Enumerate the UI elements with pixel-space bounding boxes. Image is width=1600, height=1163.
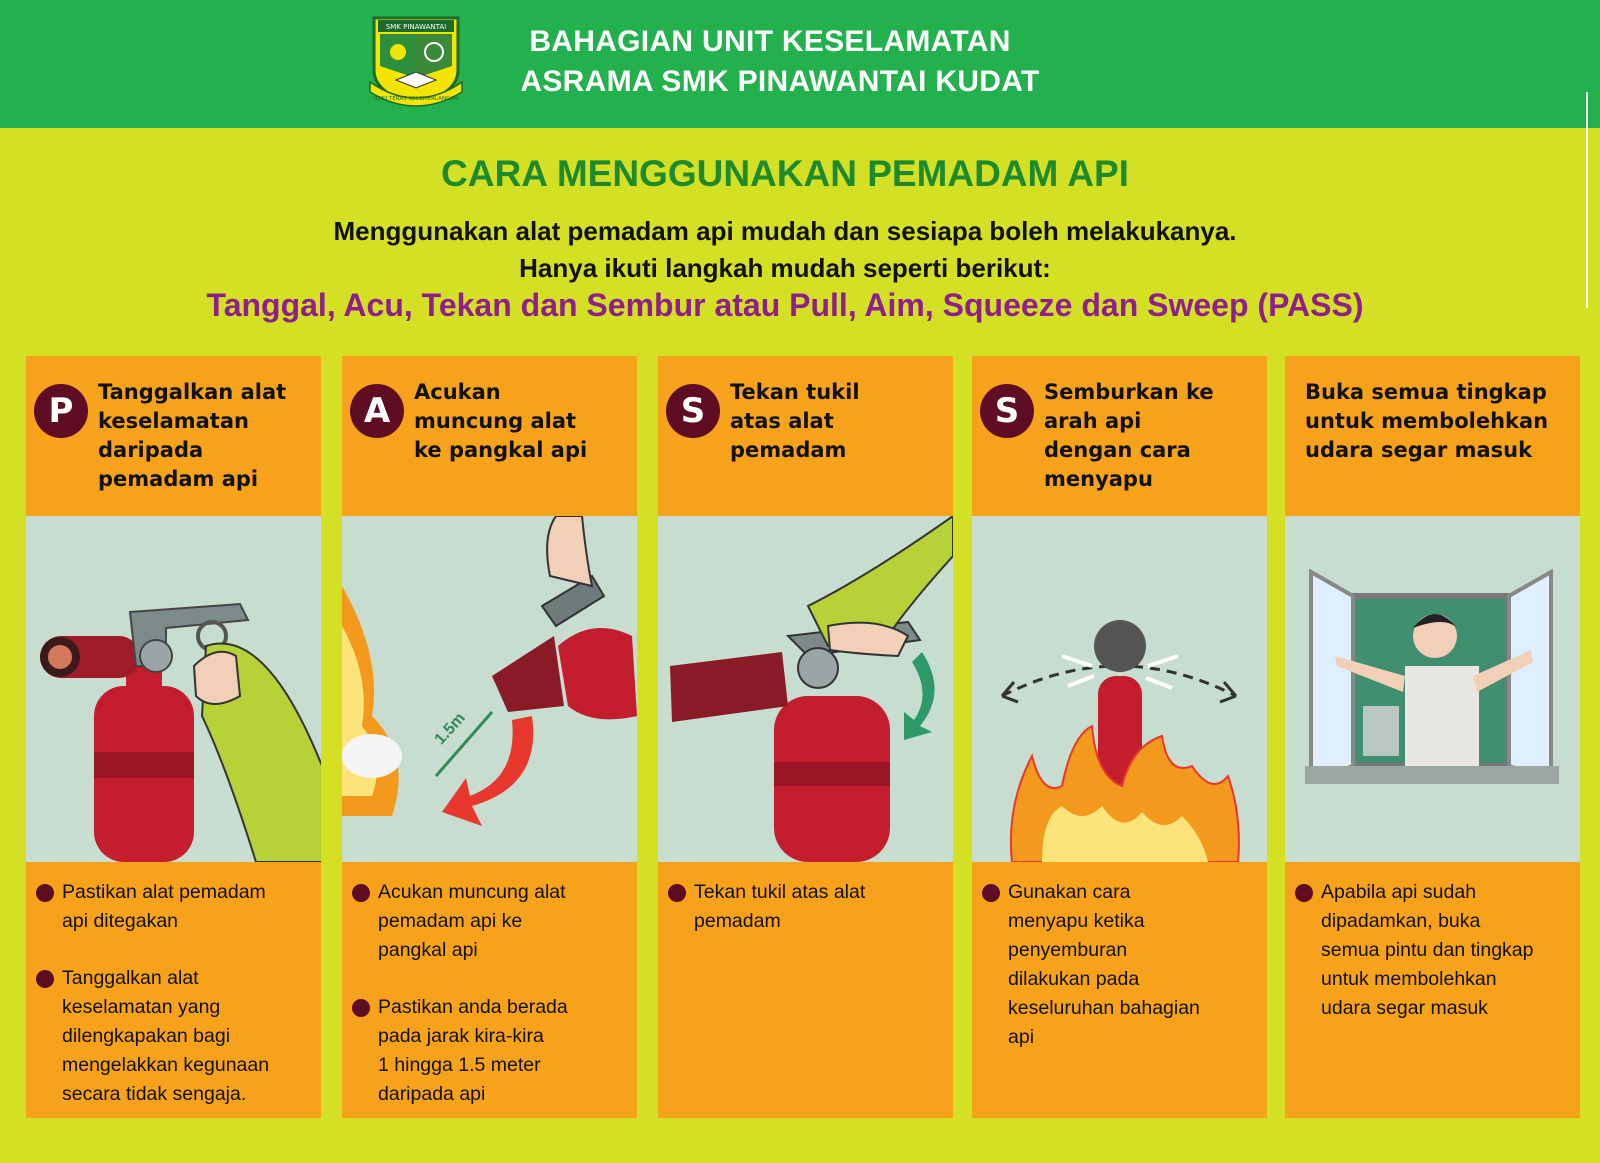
step-illustration <box>972 516 1267 862</box>
header-title-line1: BAHAGIAN UNIT KESELAMATAN <box>529 25 1011 58</box>
step-card-sweep <box>972 356 1267 1118</box>
bullet-item: Tekan tukil atas alat pemadam <box>668 878 950 936</box>
step-bullets <box>668 878 950 964</box>
step-letter-badge: S <box>980 384 1034 438</box>
step-header <box>342 356 637 516</box>
edge-divider <box>1586 92 1588 308</box>
page-title: CARA MENGGUNAKAN PEMADAM API <box>441 153 1129 194</box>
bullet-item: Apabila api sudah dipadamkan, buka semua pintu dan tingkap untuk membolehkan udara segar masuk <box>1295 878 1577 1023</box>
svg-text:ILMU TERAS KECEMERLANGAN: ILMU TERAS KECEMERLANGAN <box>373 96 459 102</box>
pass-summary: Tanggal, Acu, Tekan dan Sembur atau Pull, Aim, Squeeze dan Sweep (PASS) <box>206 287 1364 323</box>
step-bullets <box>982 878 1264 1080</box>
step-illustration <box>342 516 637 862</box>
intro-line-1: Menggunakan alat pemadam api mudah dan sesiapa boleh melakukanya. <box>333 216 1237 246</box>
bullet-item: Tanggalkan alat keselamatan yang dilengkapakan bagi mengelakkan kegunaan secara tidak sengaja. <box>36 964 318 1109</box>
step-illustration <box>658 516 953 862</box>
step-card-aim <box>342 356 637 1118</box>
extinguisher-sweep-illustration <box>972 516 1267 862</box>
open-window-illustration <box>1285 516 1580 862</box>
step-header <box>972 356 1267 516</box>
step-card-ventilate <box>1285 356 1580 1118</box>
bullet-item: Pastikan alat pemadam api ditegakan <box>36 878 318 936</box>
step-card-pull <box>26 356 321 1118</box>
svg-text:1.5m: 1.5m <box>431 709 469 749</box>
step-heading: Tanggalkan alat keselamatan daripada pemadam api <box>98 380 287 491</box>
step-bullets <box>352 878 634 1137</box>
extinguisher-aim-illustration <box>342 516 637 862</box>
step-heading: Tekan tukil atas alat pemadam <box>730 380 860 462</box>
step-card-squeeze <box>658 356 953 1118</box>
intro-line-2: Hanya ikuti langkah mudah seperti berikut: <box>519 253 1051 283</box>
bullet-item: Gunakan cara menyapu ketika penyemburan dilakukan pada keseluruhan bahagian api <box>982 878 1264 1052</box>
step-letter-badge: P <box>34 384 88 438</box>
step-heading: Buka semua tingkap untuk membolehkan udara segar masuk <box>1305 380 1549 462</box>
bullet-item: Acukan muncung alat pemadam api ke pangkal api <box>352 878 634 965</box>
step-bullets <box>36 878 318 1137</box>
extinguisher-pin-illustration <box>26 516 321 862</box>
step-letter-badge: S <box>666 384 720 438</box>
extinguisher-squeeze-illustration <box>658 516 953 862</box>
step-illustration <box>1285 516 1580 862</box>
step-heading: Semburkan ke arah api dengan cara menyapu <box>1044 380 1214 491</box>
step-header <box>658 356 953 516</box>
header-banner <box>0 0 1600 128</box>
step-header <box>26 356 321 516</box>
header-title <box>480 22 1080 102</box>
school-crest-logo <box>366 8 466 112</box>
step-header <box>1285 356 1580 516</box>
step-illustration <box>26 516 321 862</box>
step-heading: Acukan muncung alat ke pangkal api <box>414 380 588 462</box>
svg-text:SMK PINAWANTAI: SMK PINAWANTAI <box>385 23 447 31</box>
step-bullets <box>1295 878 1577 1051</box>
header-title-line2: ASRAMA SMK PINAWANTAI KUDAT <box>520 65 1040 98</box>
step-letter-badge: A <box>350 384 404 438</box>
bullet-item: Pastikan anda berada pada jarak kira-kira 1 hingga 1.5 meter daripada api <box>352 993 634 1109</box>
